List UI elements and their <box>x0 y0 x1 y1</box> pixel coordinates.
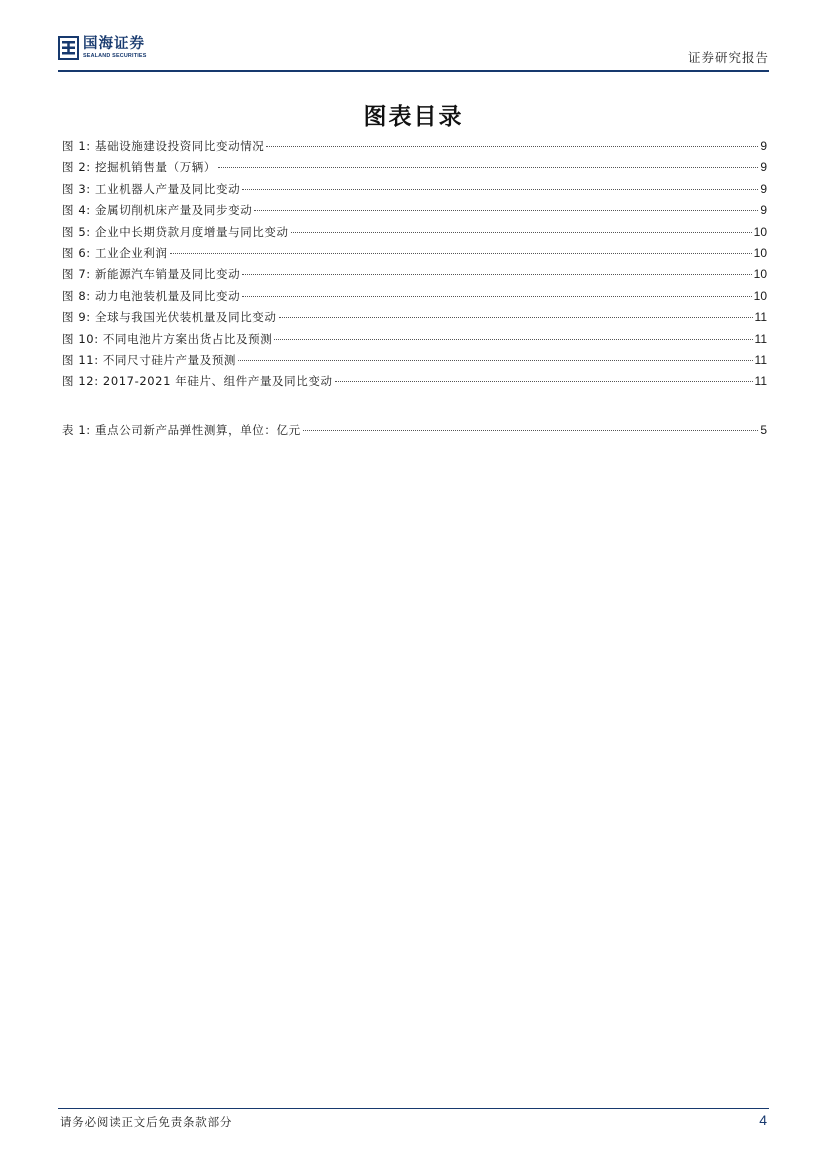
report-type-label: 证券研究报告 <box>687 50 769 65</box>
dot-leader <box>303 430 759 431</box>
dot-leader <box>274 339 752 340</box>
dot-leader <box>218 167 758 168</box>
toc-entry-page: 11 <box>754 352 767 367</box>
toc-entry[interactable] <box>62 245 767 266</box>
toc-entry[interactable] <box>62 181 767 202</box>
dot-leader <box>242 274 751 275</box>
logo-chinese-name: 国海证券 <box>83 36 145 52</box>
toc-entry-label: 图 10: 不同电池片方案出货占比及预测 <box>62 331 273 346</box>
page-title: 图表目录 <box>363 103 464 130</box>
toc-entry-page: 11 <box>754 310 767 325</box>
dot-leader <box>238 360 753 361</box>
toc-entry[interactable] <box>62 309 767 330</box>
toc-entry-page: 11 <box>754 374 767 389</box>
toc-entry[interactable] <box>62 331 767 352</box>
toc-entry-page: 9 <box>760 160 767 175</box>
figure-list <box>62 138 767 395</box>
toc-entry[interactable] <box>62 266 767 287</box>
page-header <box>58 36 769 72</box>
sealand-logo <box>58 36 147 66</box>
toc-entry[interactable] <box>62 373 767 394</box>
dot-leader <box>266 146 758 147</box>
toc-entry-label: 图 11: 不同尺寸硅片产量及预测 <box>62 352 237 367</box>
dot-leader <box>254 210 758 211</box>
toc-entry[interactable] <box>62 159 767 180</box>
toc-entry-page: 11 <box>754 331 767 346</box>
toc-entry-page: 10 <box>753 267 767 282</box>
toc-entry[interactable] <box>62 288 767 309</box>
toc-entry-page: 9 <box>760 139 767 153</box>
header-divider <box>58 70 769 72</box>
sealand-logo-icon <box>58 36 79 60</box>
toc-entry-label: 图 8: 动力电池装机量及同比变动 <box>62 288 241 303</box>
toc-entry[interactable] <box>62 352 767 373</box>
toc-entry-page: 9 <box>760 203 767 218</box>
dot-leader <box>242 296 751 297</box>
toc-entry[interactable] <box>62 138 767 159</box>
page-number: 4 <box>759 1112 767 1128</box>
toc-entry-label: 图 12: 2017-2021 年硅片、组件产量及同比变动 <box>62 374 333 389</box>
toc-entry-label: 图 7: 新能源汽车销量及同比变动 <box>62 267 241 282</box>
toc-entry-page: 10 <box>753 288 767 303</box>
footer-divider <box>58 1108 769 1109</box>
toc-entry[interactable] <box>62 422 767 443</box>
table-list <box>62 422 767 443</box>
dot-leader <box>242 189 758 190</box>
toc-entry-page: 5 <box>760 423 767 437</box>
toc-entry[interactable] <box>62 202 767 223</box>
toc-entry-label: 图 4: 金属切削机床产量及同步变动 <box>62 203 253 218</box>
toc-entry-page: 10 <box>753 245 767 260</box>
toc-entry[interactable] <box>62 224 767 245</box>
toc-entry-label: 图 9: 全球与我国光伏装机量及同比变动 <box>62 310 277 325</box>
toc-entry-page: 10 <box>753 224 767 239</box>
toc-entry-label: 图 1: 基础设施建设投资同比变动情况 <box>62 139 265 153</box>
dot-leader <box>170 253 752 254</box>
toc-entry-label: 表 1: 重点公司新产品弹性测算，单位：亿元 <box>62 423 301 437</box>
dot-leader <box>279 317 753 318</box>
toc-entry-label: 图 5: 企业中长期贷款月度增量与同比变动 <box>62 224 289 239</box>
footer-disclaimer: 请务必阅读正文后免责条款部分 <box>60 1115 233 1129</box>
toc-entry-label: 图 2: 挖掘机销售量（万辆） <box>62 160 217 175</box>
toc-entry-label: 图 6: 工业企业利润 <box>62 245 168 260</box>
dot-leader <box>291 232 752 233</box>
toc-entry-page: 9 <box>760 181 767 196</box>
toc-entry-label: 图 3: 工业机器人产量及同比变动 <box>62 181 241 196</box>
dot-leader <box>335 381 753 382</box>
logo-english-name: SEALAND SECURITIES <box>83 53 147 59</box>
